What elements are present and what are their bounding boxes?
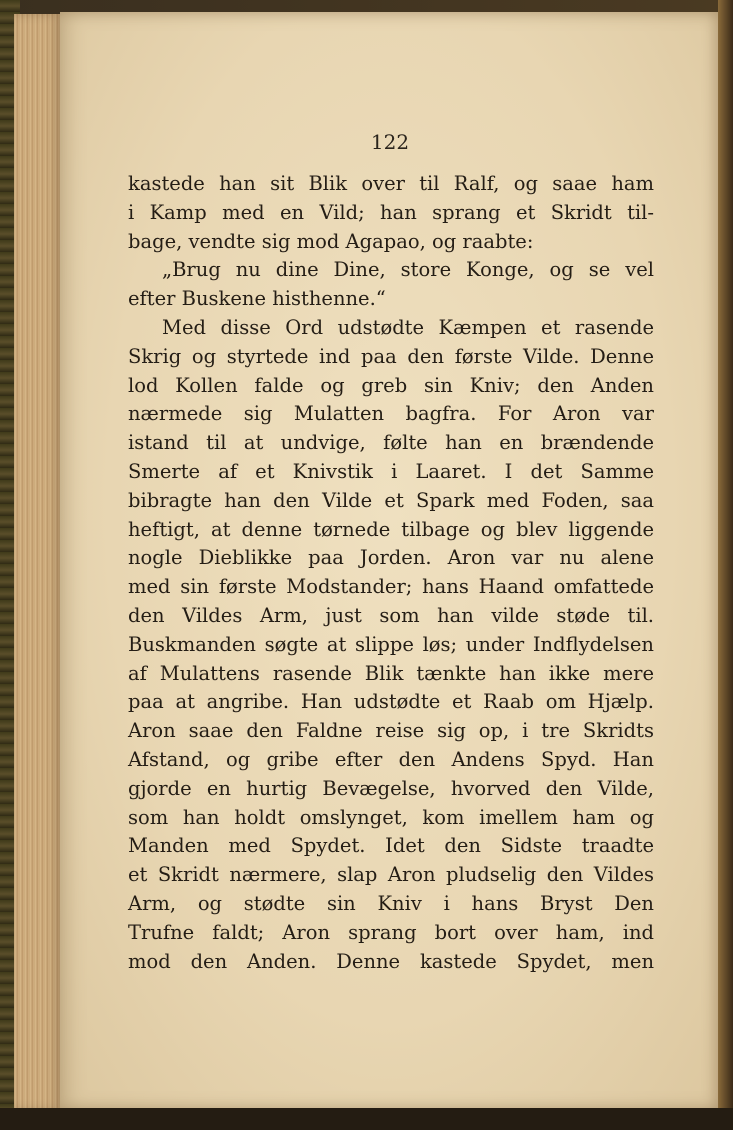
text-line: bage, vendte sig mod Agapao, og raabte: <box>128 229 534 253</box>
page-number: 122 <box>370 130 410 154</box>
text-line: efter Buskene histhenne.“ <box>128 287 386 311</box>
text-line: Manden med Spydet. Idet den Sidste traadte <box>128 834 654 858</box>
text-line: som han holdt omslynget, kom imellem ham og <box>128 805 654 829</box>
text-line: nogle Dieblikke paa Jorden. Aron var nu alene <box>128 546 654 570</box>
text-line: istand til at undvige, følte han en brændende <box>128 431 654 455</box>
text-line: bibragte han den Vilde et Spark med Foden, saa <box>128 488 654 512</box>
text-line: den Vildes Arm, just som han vilde støde til. <box>128 603 654 627</box>
text-line: nærmede sig Mulatten bagfra. For Aron var <box>128 402 654 426</box>
text-line: Smerte af et Knivstik i Laaret. I det Samme <box>128 459 654 483</box>
text-line: heftigt, at denne tørnede tilbage og blev liggende <box>128 517 654 541</box>
bottom-shadow <box>0 1108 733 1130</box>
text-line: Med disse Ord udstødte Kæmpen et rasende <box>162 315 654 339</box>
text-line: Skrig og styrtede ind paa den første Vilde. Denne <box>128 344 654 368</box>
text-line: et Skridt nærmere, slap Aron pludselig den Vildes <box>128 863 654 887</box>
text-line: i Kamp med en Vild; han sprang et Skridt til- <box>128 200 654 224</box>
body-text <box>128 170 654 976</box>
text-line: lod Kollen falde og greb sin Kniv; den Anden <box>128 373 654 397</box>
text-line: Arm, og stødte sin Kniv i hans Bryst Den <box>128 891 654 915</box>
right-cover-edge <box>718 0 733 1130</box>
text-line: gjorde en hurtig Bevægelse, hvorved den Vilde, <box>128 776 654 800</box>
text-line: Aron saae den Faldne reise sig op, i tre Skridts <box>128 719 654 743</box>
text-line: Buskmanden søgte at slippe løs; under Indflydelsen <box>128 632 654 656</box>
text-line: paa at angribe. Han udstødte et Raab om Hjælp. <box>128 690 654 714</box>
text-line: Trufne faldt; Aron sprang bort over ham, ind <box>128 920 654 944</box>
text-line: „Brug nu dine Dine, store Konge, og se vel <box>162 258 654 282</box>
text-line: kastede han sit Blik over til Ralf, og saae ham <box>128 172 654 195</box>
page-stack-edge <box>14 14 62 1110</box>
text-line: med sin første Modstander; hans Haand omfattede <box>128 575 654 599</box>
text-line: Afstand, og gribe efter den Andens Spyd. Han <box>128 747 654 771</box>
text-line: af Mulattens rasende Blik tænkte han ikke mere <box>128 661 654 685</box>
text-line: mod den Anden. Denne kastede Spydet, men <box>128 949 654 973</box>
